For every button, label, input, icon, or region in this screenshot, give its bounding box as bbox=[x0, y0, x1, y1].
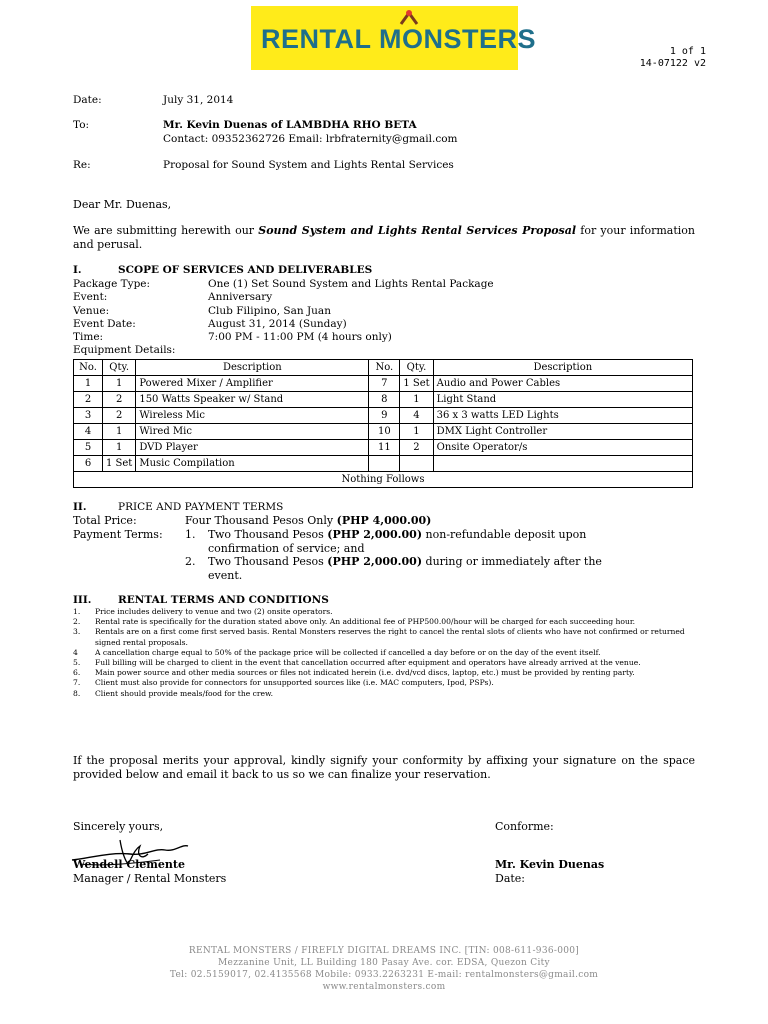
item-description: DVD Player bbox=[136, 440, 369, 456]
field-label: Time: bbox=[73, 331, 104, 344]
signatory-title: Manager / Rental Monsters bbox=[73, 872, 227, 885]
table-row bbox=[74, 440, 693, 456]
item-no: 5 bbox=[74, 440, 103, 456]
term-text: A cancellation charge equal to 50% of the package price will be collected if cancelled a day before or on the day of the event itself. bbox=[95, 647, 601, 657]
payment-2-cont: event. bbox=[208, 569, 243, 582]
col-qty: Qty. bbox=[103, 360, 136, 376]
table-header-row bbox=[74, 360, 693, 376]
item-description bbox=[433, 456, 692, 472]
table-row bbox=[74, 392, 693, 408]
table-row bbox=[74, 456, 693, 472]
item-qty: 1 bbox=[400, 392, 433, 408]
field-label: Venue: bbox=[73, 304, 110, 317]
item-no: 9 bbox=[369, 408, 400, 424]
item-qty: 1 bbox=[400, 424, 433, 440]
field-label: Package Type: bbox=[73, 278, 151, 290]
table-row bbox=[74, 408, 693, 424]
col-description: Description bbox=[433, 360, 692, 376]
signatory-name: Wendell Clemente bbox=[73, 858, 185, 871]
term-number: 3. bbox=[73, 627, 81, 637]
term-text: Price includes delivery to venue and two (2) onsite operators. bbox=[95, 607, 333, 616]
term-number: 1. bbox=[73, 607, 81, 616]
item-no: 11 bbox=[369, 440, 400, 456]
col-no: No. bbox=[74, 360, 103, 376]
term-text: Rentals are on a first come first served basis. Rental Monsters reserves the right to cancel the rental slots of clients who have not confirmed or returned signed rental proposals. bbox=[95, 627, 685, 647]
item-qty: 2 bbox=[103, 392, 136, 408]
item-no bbox=[369, 456, 400, 472]
term-item bbox=[73, 678, 697, 688]
footer-contact: Tel: 02.5159017, 02.4135568 Mobile: 0933.2263231 E-mail: rentalmonsters@gmail.com bbox=[169, 970, 599, 980]
term-text: Client must also provide for connectors for unsupported sources like (i.e. MAC computers, Ipod, PSPs). bbox=[95, 678, 494, 688]
footer-company: RENTAL MONSTERS / FIREFLY DIGITAL DREAMS INC. [TIN: 008-611-936-000] bbox=[188, 946, 580, 956]
equipment-label: Equipment Details: bbox=[73, 344, 176, 356]
field-value: One (1) Set Sound System and Lights Rental Package bbox=[208, 278, 494, 290]
item-qty: 1 Set bbox=[103, 456, 136, 472]
col-qty: Qty. bbox=[400, 360, 433, 376]
nothing-follows: Nothing Follows bbox=[74, 472, 693, 488]
field-value: Club Filipino, San Juan bbox=[208, 304, 331, 317]
term-number: 2. bbox=[73, 617, 81, 627]
terms-list bbox=[73, 607, 697, 699]
field-value: 7:00 PM - 11:00 PM (4 hours only) bbox=[208, 331, 392, 344]
item-no: 2 bbox=[74, 392, 103, 408]
company-logo bbox=[251, 6, 537, 70]
col-description: Description bbox=[136, 360, 369, 376]
item-description: Wireless Mic bbox=[136, 408, 369, 424]
term-text: Full billing will be charged to client in the event that cancellation occurred after equipment and operators have already arrived at the venue. bbox=[95, 658, 641, 668]
item-no: 8 bbox=[369, 392, 400, 408]
date-label: Date: bbox=[73, 94, 102, 106]
term-text: Rental rate is specifically for the duration stated above only. An additional fee of PHP500.00/hour will be charged for each succeeding hour. bbox=[95, 617, 636, 627]
to-label: To: bbox=[73, 119, 90, 131]
re-label: Re: bbox=[73, 159, 91, 171]
item-qty: 1 bbox=[103, 440, 136, 456]
document-ref: 14-07122 v2 bbox=[639, 58, 706, 69]
field-value: August 31, 2014 (Sunday) bbox=[208, 317, 347, 330]
term-item bbox=[73, 648, 697, 658]
item-no: 3 bbox=[74, 408, 103, 424]
client-date-label: Date: bbox=[495, 872, 526, 885]
field-label: Event Date: bbox=[73, 317, 136, 330]
footer-website: www.rentalmonsters.com bbox=[322, 982, 446, 992]
item-no: 1 bbox=[74, 376, 103, 392]
item-description: Powered Mixer / Amplifier bbox=[136, 376, 369, 392]
item-description: 36 x 3 watts LED Lights bbox=[433, 408, 692, 424]
col-no: No. bbox=[369, 360, 400, 376]
item-qty: 4 bbox=[400, 408, 433, 424]
item-description: Wired Mic bbox=[136, 424, 369, 440]
salutation: Dear Mr. Duenas, bbox=[73, 198, 172, 211]
item-description: Onsite Operator/s bbox=[433, 440, 692, 456]
monster-antenna-icon bbox=[397, 9, 421, 25]
page-reference bbox=[640, 46, 706, 70]
term-number: 6. bbox=[73, 668, 81, 678]
sincerely-text: Sincerely yours, bbox=[73, 820, 164, 833]
table-row bbox=[74, 376, 693, 392]
item-qty bbox=[400, 456, 433, 472]
item-no: 7 bbox=[369, 376, 400, 392]
footer-address: Mezzanine Unit, LL Building 180 Pasay Ave. cor. EDSA, Quezon City bbox=[218, 958, 550, 968]
term-item bbox=[73, 658, 697, 668]
term-item bbox=[73, 627, 697, 647]
item-qty: 1 bbox=[103, 424, 136, 440]
field-label: Event: bbox=[73, 291, 108, 304]
term-item bbox=[73, 607, 697, 617]
item-qty: 1 bbox=[103, 376, 136, 392]
term-item bbox=[73, 689, 697, 699]
to-value: Mr. Kevin Duenas of LAMBDHA RHO BETA bbox=[163, 119, 417, 131]
item-qty: 2 bbox=[103, 408, 136, 424]
page-count: 1 of 1 bbox=[669, 46, 706, 57]
term-text: Main power source and other media sources or files not indicated herein (i.e. dvd/vcd discs, laptop, etc.) must be provided by renting party. bbox=[95, 668, 635, 678]
term-number: 8. bbox=[73, 688, 81, 698]
payment-1-cont: confirmation of service; and bbox=[208, 542, 365, 555]
re-value: Proposal for Sound System and Lights Rental Services bbox=[163, 159, 454, 171]
term-item bbox=[73, 617, 697, 627]
closing-paragraph: If the proposal merits your approval, kindly signify your conformity by affixing your signature on the space provided below and email it back to us so we can finalize your reservation. bbox=[73, 754, 695, 781]
term-number: 4 bbox=[73, 647, 78, 657]
client-name: Mr. Kevin Duenas bbox=[495, 858, 605, 871]
item-qty: 1 Set bbox=[400, 376, 433, 392]
item-description: Light Stand bbox=[433, 392, 692, 408]
field-value: Anniversary bbox=[208, 291, 273, 304]
item-qty: 2 bbox=[400, 440, 433, 456]
contact-line: Contact: 09352362726 Email: lrbfraternity@gmail.com bbox=[163, 133, 458, 145]
intro-paragraph: We are submitting herewith our Sound System and Lights Rental Services Proposal for your information and perusal. bbox=[73, 224, 695, 251]
item-no: 6 bbox=[74, 456, 103, 472]
term-number: 7. bbox=[73, 678, 81, 688]
item-description: 150 Watts Speaker w/ Stand bbox=[136, 392, 369, 408]
item-no: 10 bbox=[369, 424, 400, 440]
date-value: July 31, 2014 bbox=[163, 94, 234, 106]
logo-wordmark: RENTAL MONSTERS bbox=[261, 24, 537, 54]
equipment-table bbox=[73, 359, 693, 488]
term-number: 5. bbox=[73, 658, 81, 668]
table-row bbox=[74, 424, 693, 440]
item-description: Audio and Power Cables bbox=[433, 376, 692, 392]
conforme-label: Conforme: bbox=[495, 820, 554, 833]
item-description: DMX Light Controller bbox=[433, 424, 692, 440]
term-item bbox=[73, 668, 697, 678]
item-no: 4 bbox=[74, 424, 103, 440]
term-text: Client should provide meals/food for the crew. bbox=[95, 688, 274, 698]
item-description: Music Compilation bbox=[136, 456, 369, 472]
